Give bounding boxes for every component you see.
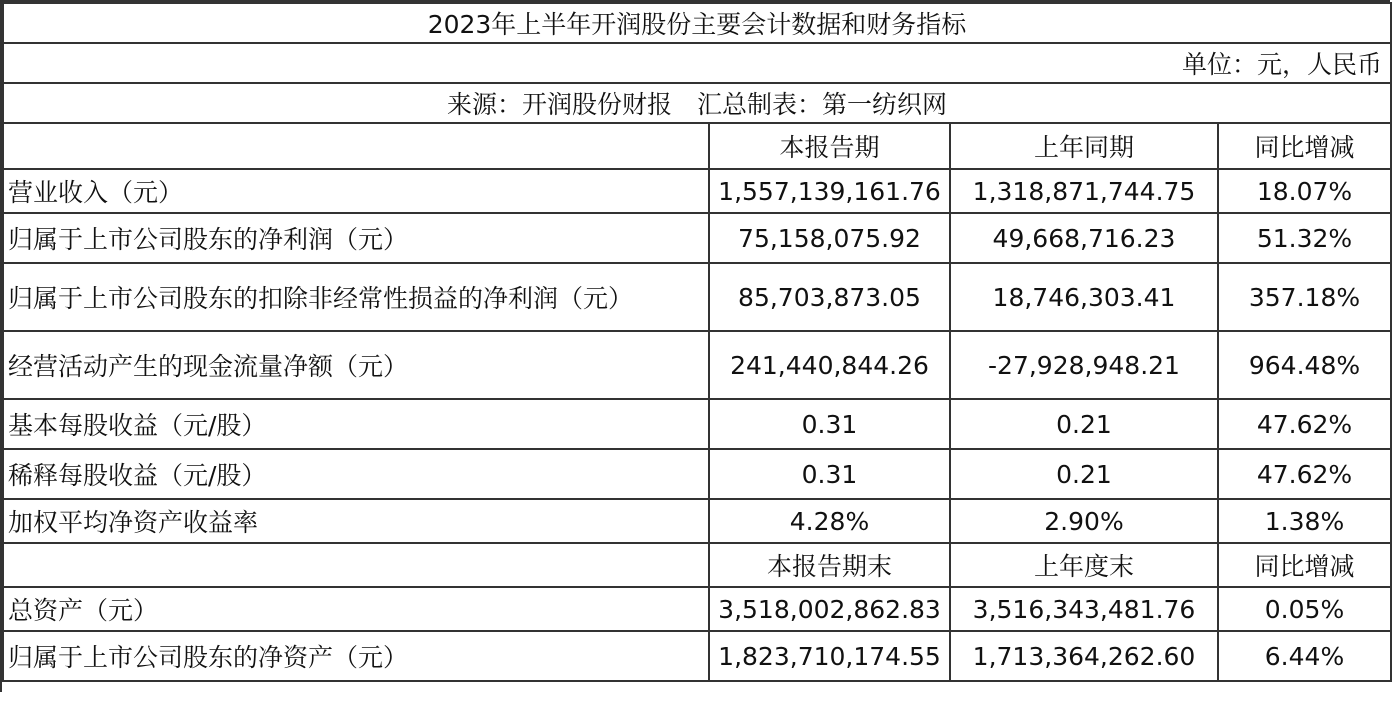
table-row	[3, 169, 1391, 213]
row-prior: -27,928,948.21	[950, 331, 1218, 399]
source-row	[3, 83, 1391, 123]
row-label: 归属于上市公司股东的扣除非经常性损益的净利润（元）	[3, 263, 709, 331]
row-current: 1,557,139,161.76	[709, 169, 950, 213]
row-prior: 49,668,716.23	[950, 213, 1218, 263]
row-prior: 0.21	[950, 449, 1218, 499]
row-current: 0.31	[709, 449, 950, 499]
row-current: 3,518,002,862.83	[709, 587, 950, 631]
row-label: 归属于上市公司股东的净资产（元）	[3, 631, 709, 681]
row-label: 营业收入（元）	[3, 169, 709, 213]
row-current: 1,823,710,174.55	[709, 631, 950, 681]
row-change: 18.07%	[1218, 169, 1391, 213]
row-label: 总资产（元）	[3, 587, 709, 631]
row-current: 4.28%	[709, 499, 950, 543]
row-prior: 18,746,303.41	[950, 263, 1218, 331]
row-label: 加权平均净资产收益率	[3, 499, 709, 543]
row-prior: 3,516,343,481.76	[950, 587, 1218, 631]
row-label: 稀释每股收益（元/股）	[3, 449, 709, 499]
header-row-period	[3, 123, 1391, 169]
table-row	[3, 449, 1391, 499]
header-prior-year-end: 上年度末	[950, 543, 1218, 587]
row-change: 47.62%	[1218, 449, 1391, 499]
header-yoy-change: 同比增减	[1218, 123, 1391, 169]
row-current: 241,440,844.26	[709, 331, 950, 399]
table-row	[3, 263, 1391, 331]
header-prior-period: 上年同期	[950, 123, 1218, 169]
row-prior: 1,318,871,744.75	[950, 169, 1218, 213]
row-change: 1.38%	[1218, 499, 1391, 543]
table-row	[3, 399, 1391, 449]
unit-row	[3, 43, 1391, 83]
row-prior: 0.21	[950, 399, 1218, 449]
header-current-period: 本报告期	[709, 123, 950, 169]
row-label: 经营活动产生的现金流量净额（元）	[3, 331, 709, 399]
header-row-period-end	[3, 543, 1391, 587]
row-change: 6.44%	[1218, 631, 1391, 681]
row-change: 51.32%	[1218, 213, 1391, 263]
table-row	[3, 499, 1391, 543]
row-prior: 1,713,364,262.60	[950, 631, 1218, 681]
table-row	[3, 631, 1391, 681]
row-change: 47.62%	[1218, 399, 1391, 449]
row-change: 0.05%	[1218, 587, 1391, 631]
table-title: 2023年上半年开润股份主要会计数据和财务指标	[3, 3, 1391, 43]
header-blank	[3, 543, 709, 587]
financial-data-table	[2, 2, 1392, 682]
row-prior: 2.90%	[950, 499, 1218, 543]
header-yoy-change: 同比增减	[1218, 543, 1391, 587]
row-label: 基本每股收益（元/股）	[3, 399, 709, 449]
row-current: 0.31	[709, 399, 950, 449]
row-label: 归属于上市公司股东的净利润（元）	[3, 213, 709, 263]
source-note: 来源：开润股份财报 汇总制表：第一纺织网	[3, 83, 1391, 123]
table-row	[3, 587, 1391, 631]
table-row	[3, 331, 1391, 399]
row-change: 357.18%	[1218, 263, 1391, 331]
table-row	[3, 213, 1391, 263]
unit-note: 单位：元，人民币	[3, 43, 1391, 83]
header-blank	[3, 123, 709, 169]
row-current: 85,703,873.05	[709, 263, 950, 331]
header-current-period-end: 本报告期末	[709, 543, 950, 587]
row-change: 964.48%	[1218, 331, 1391, 399]
title-row	[3, 3, 1391, 43]
row-current: 75,158,075.92	[709, 213, 950, 263]
